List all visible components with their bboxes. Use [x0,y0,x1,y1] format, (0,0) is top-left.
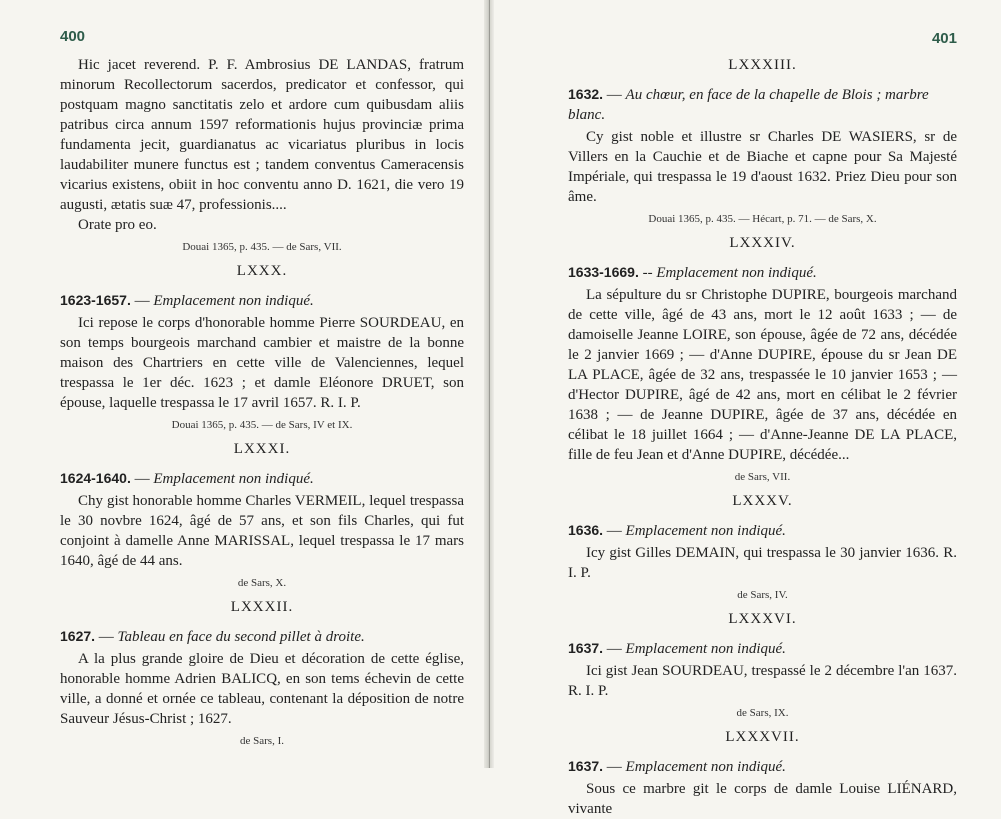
left-page-number: 400 [60,28,86,45]
entry-numeral: LXXX. [236,263,288,279]
entry-location: Emplacement non indiqué. [625,523,786,539]
entry-source: de Sars, VII. [734,471,791,483]
entry-heading [568,262,957,283]
entry-lxxxv [568,493,957,603]
entry-location: Tableau en face du second pillet à droite. [117,629,365,645]
entry-text: Ici repose le corps d'honorable homme Pierre SOURDEAU, en son temps bourgeois marchand cambier et maistre de la bonne maison des Chartriers en cette ville de Valenciennes, lequel trespassa le 1er déc. 1623 ; et damle Eléonore DRUET, son épouse, laquelle trespassa le 17 avril 1657. R. I. P. [60,315,464,411]
right-page [492,0,1001,817]
entry-heading [60,290,464,311]
entry-years: 1637. [568,640,604,656]
entry-source: Douai 1365, p. 435. — Hécart, p. 71. — de Sars, X. [648,213,877,225]
entry-separator: — [603,87,626,103]
entry-years: 1636. [568,522,604,538]
entry-text: Cy gist noble et illustre sr Charles DE WASIERS, sr de Villers en la Cauchie et de Biache et capne pour Sa Majesté Impériale, qui trespassa le 19 d'aoust 1632. Priez Dieu pour son âme. [568,129,957,205]
entry-numeral: LXXXVII. [725,729,800,745]
entry-years: 1637. [568,758,604,774]
entry-years: 1632. [568,86,604,102]
entry-text: Ici gist Jean SOURDEAU, trespassé le 2 décembre l'an 1637. R. I. P. [568,663,957,699]
entry-location: Emplacement non indiqué. [153,471,314,487]
intro-block [60,55,464,255]
entry-source: de Sars, I. [240,735,284,747]
entry-numeral: LXXXV. [732,493,793,509]
entry-separator: -- [638,265,657,281]
entry-text: Chy gist honorable homme Charles VERMEIL, lequel trespassa le 30 novbre 1624, âgé de 57 ans, et son fils Charles, qui fut conjoint à damelle Anne MARISSAL, lequel trespassa le 17 mars 1640, âgé de 44 ans. [60,493,464,569]
intro-text: Hic jacet reverend. P. F. Ambrosius DE LANDAS, fratrum minorum Recollectorum sacerdos, predicator et confessor, qui postquam magno sanctitatis zelo et ardore cum quibusdam aliis patribus circa annum 1597 reformationis hujus provinciæ prima fundamenta jecit, guardianatus ac vicariatus pluribus in locis laudabiliter munere functus est ; tandem conventus Cameracensis vicarius existens, obiit in hoc conventu anno D. 1621, die vero 19 augusti, ætatis suæ 47, professionis.... [60,57,464,213]
entry-source: de Sars, IX. [736,707,789,719]
left-page [0,0,486,768]
entry-years: 1627. [60,628,96,644]
entry-separator: — [603,523,626,539]
entry-source: de Sars, IV. [737,589,788,601]
entry-heading [568,638,957,659]
intro-closing: Orate pro eo. [78,217,157,233]
entry-text: A la plus grande gloire de Dieu et décoration de cette église, honorable homme Adrien BALICQ, en son tems échevin de cette ville, a donné et ornée ce tableau, contenant la déposition de notre Sauveur Jésus-Christ ; 1627. [60,651,464,727]
entry-location: Emplacement non indiqué. [153,293,314,309]
entry-separator: — [603,641,626,657]
entry-lxxx [60,263,464,433]
entry-heading [60,626,464,647]
entry-separator: — [603,759,626,775]
entry-numeral: LXXXIII. [728,57,797,73]
entry-source: Douai 1365, p. 435. — de Sars, IV et IX. [171,419,353,431]
entry-years: 1633-1669. [568,264,639,280]
entry-numeral: LXXXI. [233,441,291,457]
entry-source: de Sars, X. [237,577,287,589]
entry-location: Emplacement non indiqué. [656,265,817,281]
entry-numeral: LXXXII. [230,599,294,615]
entry-text: Icy gist Gilles DEMAIN, qui trespassa le 30 janvier 1636. R. I. P. [568,545,957,581]
entry-location: Emplacement non indiqué. [625,641,786,657]
entry-location: Au chœur, en face de la chapelle de Blois ; marbre blanc. [568,87,929,123]
entry-separator: — [95,629,118,645]
gutter-fold [489,0,490,768]
entry-numeral: LXXXVI. [728,611,797,627]
entry-separator: — [130,471,154,487]
entry-separator: — [130,293,154,309]
entry-lxxxiv [568,235,957,485]
entry-heading [568,520,957,541]
entry-heading [60,468,464,489]
entry-lxxxi [60,441,464,591]
entry-lxxxiii [568,57,957,227]
entry-lxxxii [60,599,464,749]
entry-years: 1623-1657. [60,292,131,308]
entry-heading [568,756,957,777]
entry-years: 1624-1640. [60,470,131,486]
right-page-number: 401 [931,30,957,47]
entry-lxxxvi [568,611,957,721]
entry-lxxxvii [568,729,957,819]
entry-location: Emplacement non indiqué. [625,759,786,775]
entry-text: La sépulture du sr Christophe DUPIRE, bourgeois marchand de cette ville, âgé de 43 ans, mort le 12 août 1633 ; — de damoiselle Jeanne LOIRE, son épouse, âgée de 72 ans, décédée le 2 janvier 1669 ; — d'Anne DUPIRE, épouse du sr Jean DE LA PLACE, âgée de 32 ans, trespassée le 10 janvier 1653 ; — d'Hector DUPIRE, âgé de 42 ans, mort en célibat le 2 février 1638 ; — de Jeanne DUPIRE, âgée de 37 ans, décédée en célibat le 18 juillet 1664 ; — d'Anne-Jeanne DE LA PLACE, fille de feu Jean et d'Anne DUPIRE, décédée... [568,287,957,463]
entry-text: Sous ce marbre git le corps de damle Louise LIÉNARD, vivante [568,781,957,817]
entry-heading [568,84,957,125]
entry-numeral: LXXXIV. [729,235,796,251]
intro-source: Douai 1365, p. 435. — de Sars, VII. [182,241,342,253]
